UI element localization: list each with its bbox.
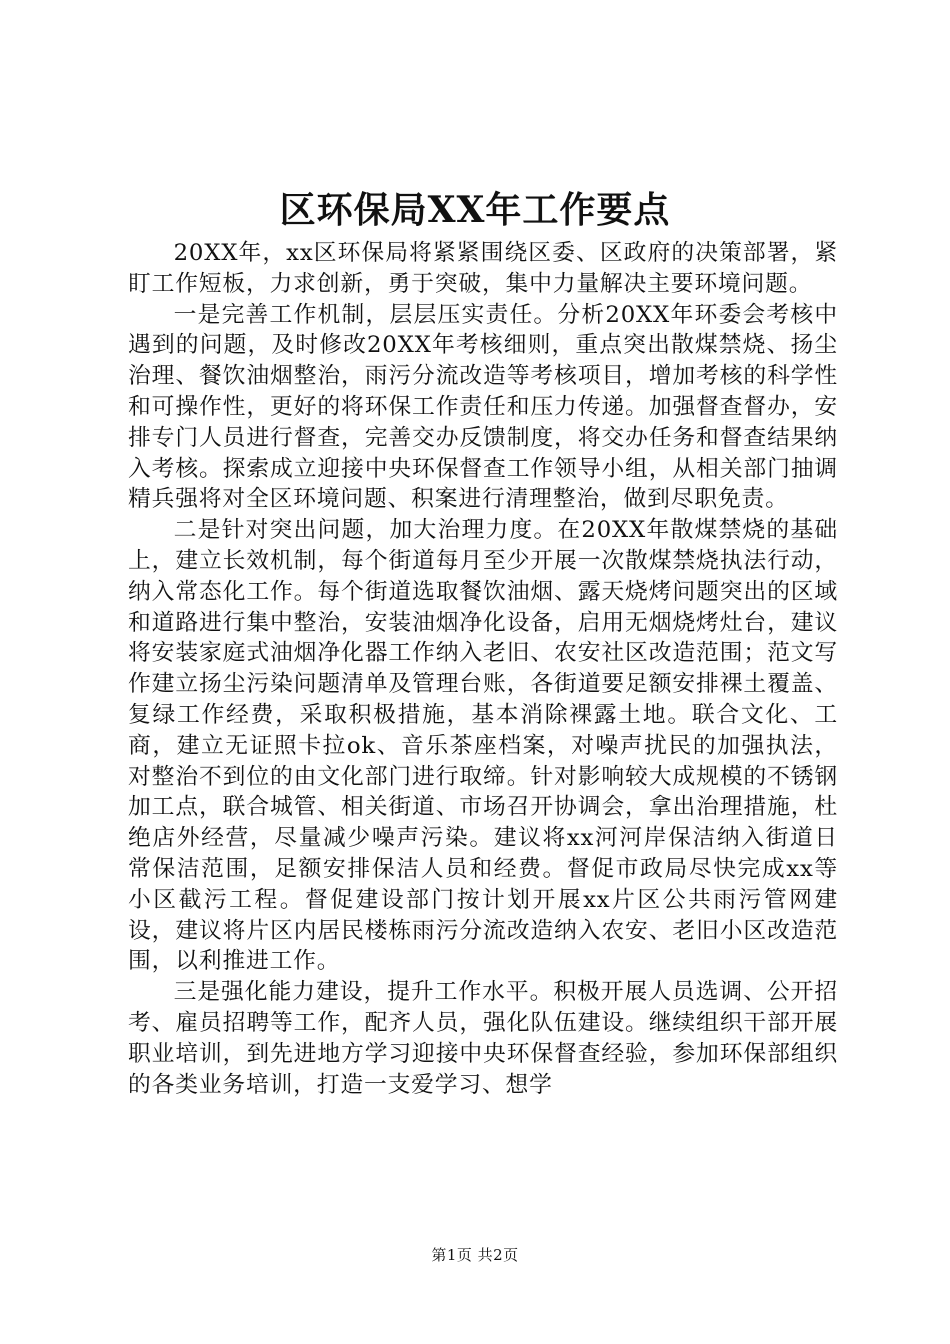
paragraph-intro: 20XX年，xx区环保局将紧紧围绕区委、区政府的决策部署，紧盯工作短板，力求创新，勇于突破，集中力量解决主要环境问题。 [128,240,838,297]
page-footer [0,1244,950,1266]
paragraph-capacity: 三是强化能力建设，提升工作水平。积极开展人员选调、公开招考、雇员招聘等工作，配齐人员，强化队伍建设。继续组织干部开展职业培训，到先进地方学习迎接中央环保督查经验，参加环保部组织的各类业务培训，打造一支爱学习、想学 [128,979,838,1098]
paragraph-governance: 二是针对突出问题，加大治理力度。在20XX年散煤禁烧的基础上，建立长效机制，每个街道每月至少开展一次散煤禁烧执法行动，纳入常态化工作。每个街道选取餐饮油烟、露天烧烤问题突出的区域和道路进行集中整治，安装油烟净化设备，启用无烟烧烤灶台，建议将安装家庭式油烟净化器工作纳入老旧、农安社区改造范围；范文写作建立扬尘污染问题清单及管理台账，各街道要足额安排裸土覆盖、复绿工作经费，采取积极措施，基本消除裸露土地。联合文化、工商，建立无证照卡拉ok、音乐茶座档案，对噪声扰民的加强执法，对整治不到位的由文化部门进行取缔。针对影响较大成规模的不锈钢加工点，联合城管、相关街道、市场召开协调会，拿出治理措施，杜绝店外经营，尽量减少噪声污染。建议将xx河河岸保洁纳入街道日常保洁范围，足额安排保洁人员和经费。督促市政局尽快完成xx等小区截污工程。督促建设部门按计划开展xx片区公共雨污管网建设，建议将片区内居民楼栋雨污分流改造纳入农安、老旧小区改造范围，以利推进工作。 [128,517,838,975]
document-body [128,238,838,1100]
document-title: 区环保局XX年工作要点 [279,189,671,231]
page-indicator: 第1页 共2页 [431,1246,519,1264]
paragraph-mechanism: 一是完善工作机制，层层压实责任。分析20XX年环委会考核中遇到的问题，及时修改20XX年考核细则，重点突出散煤禁烧、扬尘治理、餐饮油烟整治，雨污分流改造等考核项目，增加考核的科学性和可操作性，更好的将环保工作责任和压力传递。加强督查督办，安排专门人员进行督查，完善交办反馈制度，将交办任务和督查结果纳入考核。探索成立迎接中央环保督查工作领导小组，从相关部门抽调精兵强将对全区环境问题、积案进行清理整治，做到尽职免责。 [128,301,838,513]
